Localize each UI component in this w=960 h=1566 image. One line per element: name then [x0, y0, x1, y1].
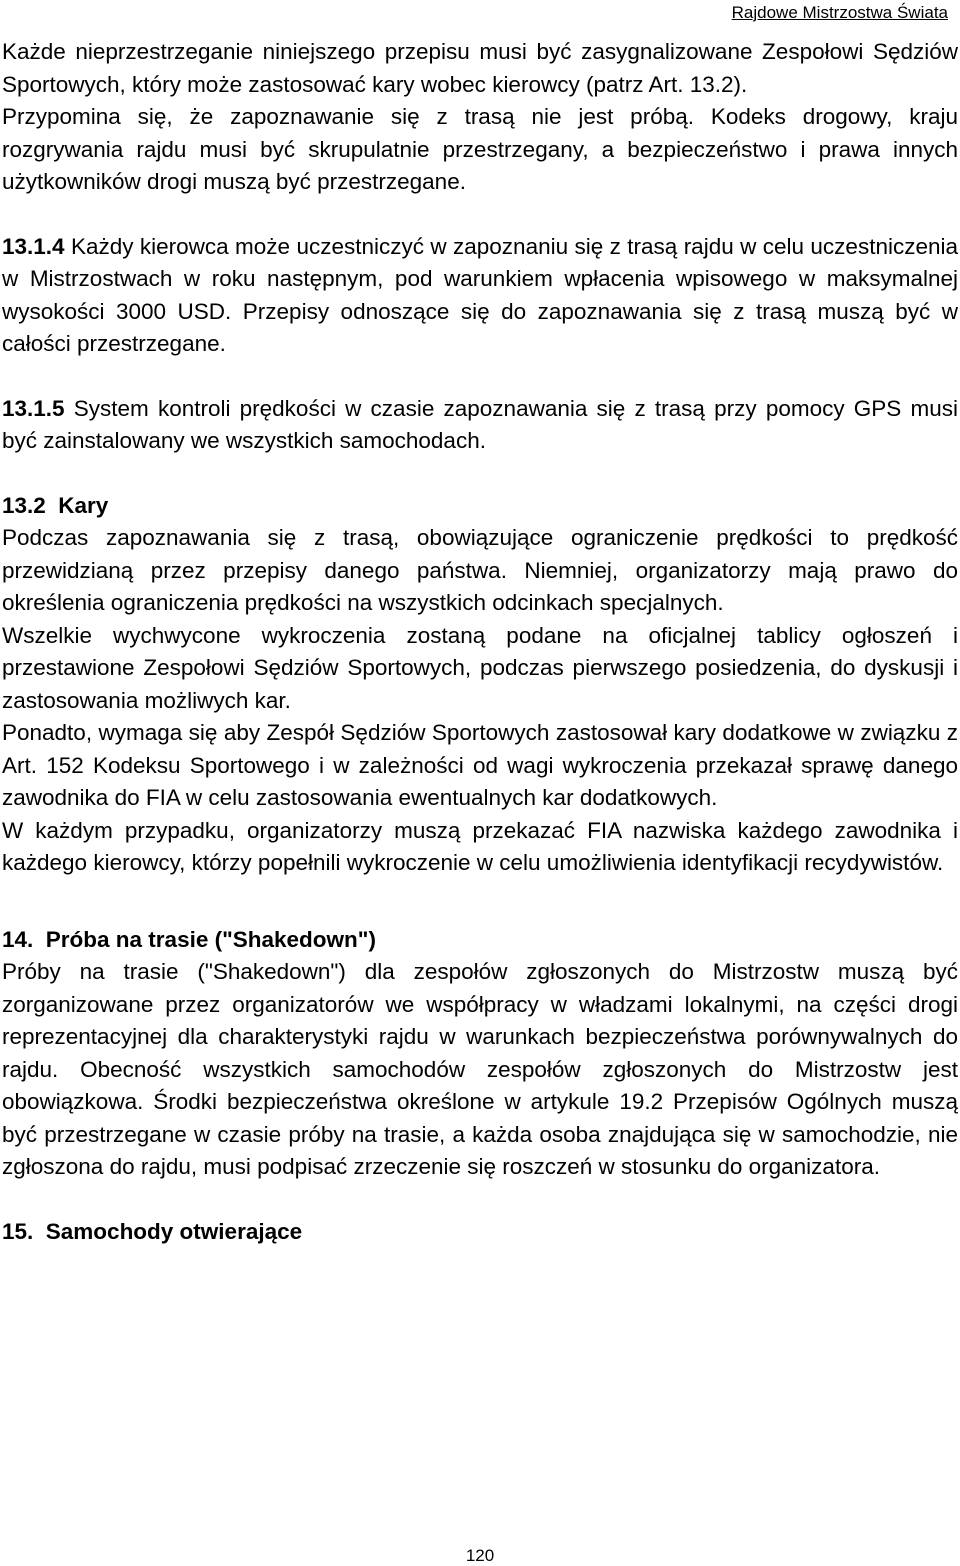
spacer [2, 880, 958, 924]
article-text: Każdy kierowca może uczestniczyć w zapoznaniu się z trasą rajdu w celu uczestniczenia w Mistrzostwach w roku następnym, pod warunkiem wpłacenia wpisowego w maksymalnej wysokości 3000 USD. Przepisy odnoszące się do zapoznawania się z trasą muszą być w całości przestrzegane. [2, 233, 958, 356]
spacer [2, 458, 958, 490]
section-heading-14: 14. Próba na trasie ("Shakedown") [2, 926, 376, 952]
section-heading-15: 15. Samochody otwierające [2, 1218, 303, 1244]
paragraph: Każde nieprzestrzeganie niniejszego przepisu musi być zasygnalizowane Zespołowi Sędziów Sportowych, który może zastosować kary wobec kierowcy (patrz Art. 13.2). [2, 39, 958, 97]
article-13-1-5 [2, 393, 958, 458]
spacer [2, 361, 958, 393]
section-heading-13-2: 13.2 Kary [2, 492, 109, 518]
paragraph: Wszelkie wychwycone wykroczenia zostaną podane na oficjalnej tablicy ogłoszeń i przestawione Zespołowi Sędziów Sportowych, podczas pierwszego posiedzenia, do dyskusji i zastosowania możliwych kar. [2, 622, 958, 713]
page-body [2, 36, 958, 1248]
spacer [2, 199, 958, 231]
article-number: 13.1.4 [2, 233, 65, 259]
article-13-1-4 [2, 231, 958, 361]
paragraph: Próby na trasie ("Shakedown") dla zespołów zgłoszonych do Mistrzostw muszą być zorganizowane przez organizatorów we współpracy w władzami lokalnymi, na części drogi reprezentacyjnej dla charakterystyki rajdu w warunkach bezpieczeństwa porównywalnych do rajdu. Obecność wszystkich samochodów zespołów zgłoszonych do Mistrzostw jest obowiązkowa. Środki bezpieczeństwa określone w artykule 19.2 Przepisów Ogólnych muszą być przestrzegane w czasie próby na trasie, a każda osoba znajdująca się w samochodzie, nie zgłoszona do rajdu, musi podpisać zrzeczenie się roszczeń w stosunku do organizatora. [2, 959, 958, 1179]
paragraph: W każdym przypadku, organizatorzy muszą przekazać FIA nazwiska każdego zawodnika i każdego kierowcy, którzy popełnili wykroczenie w celu umożliwienia identyfikacji recydywistów. [2, 817, 958, 875]
paragraph: Podczas zapoznawania się z trasą, obowiązujące ograniczenie prędkości to prędkość przewidzianą przez przepisy danego państwa. Niemniej, organizatorzy mają prawo do określenia ograniczenia prędkości na wszystkich odcinkach specjalnych. [2, 525, 958, 615]
spacer [2, 1184, 958, 1216]
paragraph: Ponadto, wymaga się aby Zespół Sędziów Sportowych zastosował kary dodatkowe w związku z Art. 152 Kodeksu Sportowego i w zależności od wagi wykroczenia przekazał sprawę danego zawodnika do FIA w celu zastosowania ewentualnych kar dodatkowych. [2, 720, 958, 810]
paragraph: Przypomina się, że zapoznawanie się z trasą nie jest próbą. Kodeks drogowy, kraju rozgrywania rajdu musi być skrupulatnie przestrzegany, a bezpieczeństwo i prawa innych użytkowników drogi muszą być przestrzegane. [2, 104, 958, 194]
page-number: 120 [465, 1546, 495, 1565]
article-text: System kontroli prędkości w czasie zapoznawania się z trasą przy pomocy GPS musi być zainstalowany we wszystkich samochodach. [2, 395, 958, 453]
article-number: 13.1.5 [2, 395, 65, 421]
running-header: Rajdowe Mistrzostwa Świata [731, 3, 948, 22]
